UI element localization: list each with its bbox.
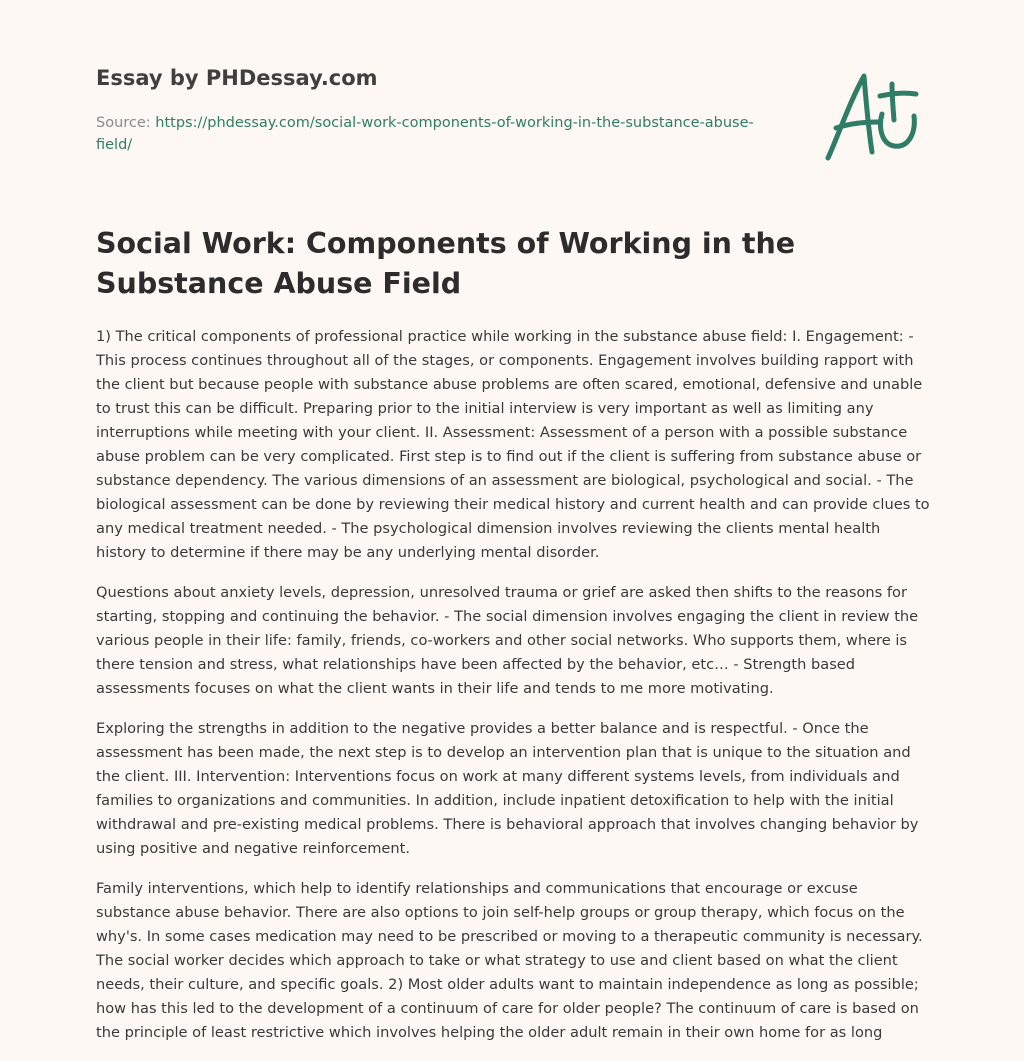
- essay-paragraph: Exploring the strengths in addition to the negative provides a better balance and is respectful. - Once the assessment has been made, the next step is to develop an intervention plan that is unique to the situation and the client. III. Intervention: Interventions focus on work at many different systems levels, from individuals and families to organizations and communities. In addition, include inpatient detoxification to help with the initial withdrawal and pre-existing medical problems. There is behavioral approach that involves changing behavior by using positive and negative reinforcement.: [96, 720, 919, 857]
- essay-body: [96, 325, 932, 1061]
- essay-paragraph: Questions about anxiety levels, depression, unresolved trauma or grief are asked then shifts to the reasons for starting, stopping and continuing the behavior. - The social dimension involves engaging the client in review the various people in their life: family, friends, co-workers and other social networks. Who supports them, where is there tension and stress, what relationships have been affected by the behavior, etc… - Strength based assessments focuses on what the client wants in their life and tends to me more motivating.: [96, 584, 919, 697]
- essay-paragraph: 1) The critical components of professional practice while working in the substance abuse field: I. Engagement: - This process continues throughout all of the stages, or components. Engagement involves building rapport with the client but because people with substance abuse problems are often scared, emotional, defensive and unable to trust this can be difficult. Preparing prior to the initial interview is very important as well as limiting any interruptions while meeting with your client. II. Assessment: Assessment of a person with a possible substance abuse problem can be very complicated. First step is to find out if the client is suffering from substance abuse or substance dependency. The various dimensions of an assessment are biological, psychological and social. - The biological assessment can be done by reviewing their medical history and current health and can provide clues to any medical treatment needed. - The psychological dimension involves reviewing the clients mental health history to determine if there may be any underlying mental disorder.: [96, 328, 930, 561]
- a-plus-logo-icon: [820, 66, 930, 166]
- essay-page: [96, 0, 932, 1060]
- essay-title: Social Work: Components of Working in the Substance Abuse Field: [96, 227, 796, 300]
- source-link[interactable]: https://phdessay.com/social-work-components-of-working-in-the-substance-abuse-field/: [96, 115, 754, 153]
- source-line: [96, 112, 756, 156]
- site-title: Essay by PHDessay.com: [96, 66, 378, 90]
- essay-paragraph: Family interventions, which help to identify relationships and communications that encourage or excuse substance abuse behavior. There are also options to join self-help groups or group therapy, which focus on the why's. In some cases medication may need to be prescribed or moving to a therapeutic community is necessary. The social worker decides which approach to take or what strategy to use and client based on what the client needs, their culture, and specific goals. 2) Most older adults want to maintain independence as long as possible; how has this led to the development of a continuum of care for older people? The continuum of care is based on the principle of least restrictive which involves helping the older adult remain in their own home for as long: [96, 880, 923, 1041]
- source-label: Source:: [96, 115, 151, 131]
